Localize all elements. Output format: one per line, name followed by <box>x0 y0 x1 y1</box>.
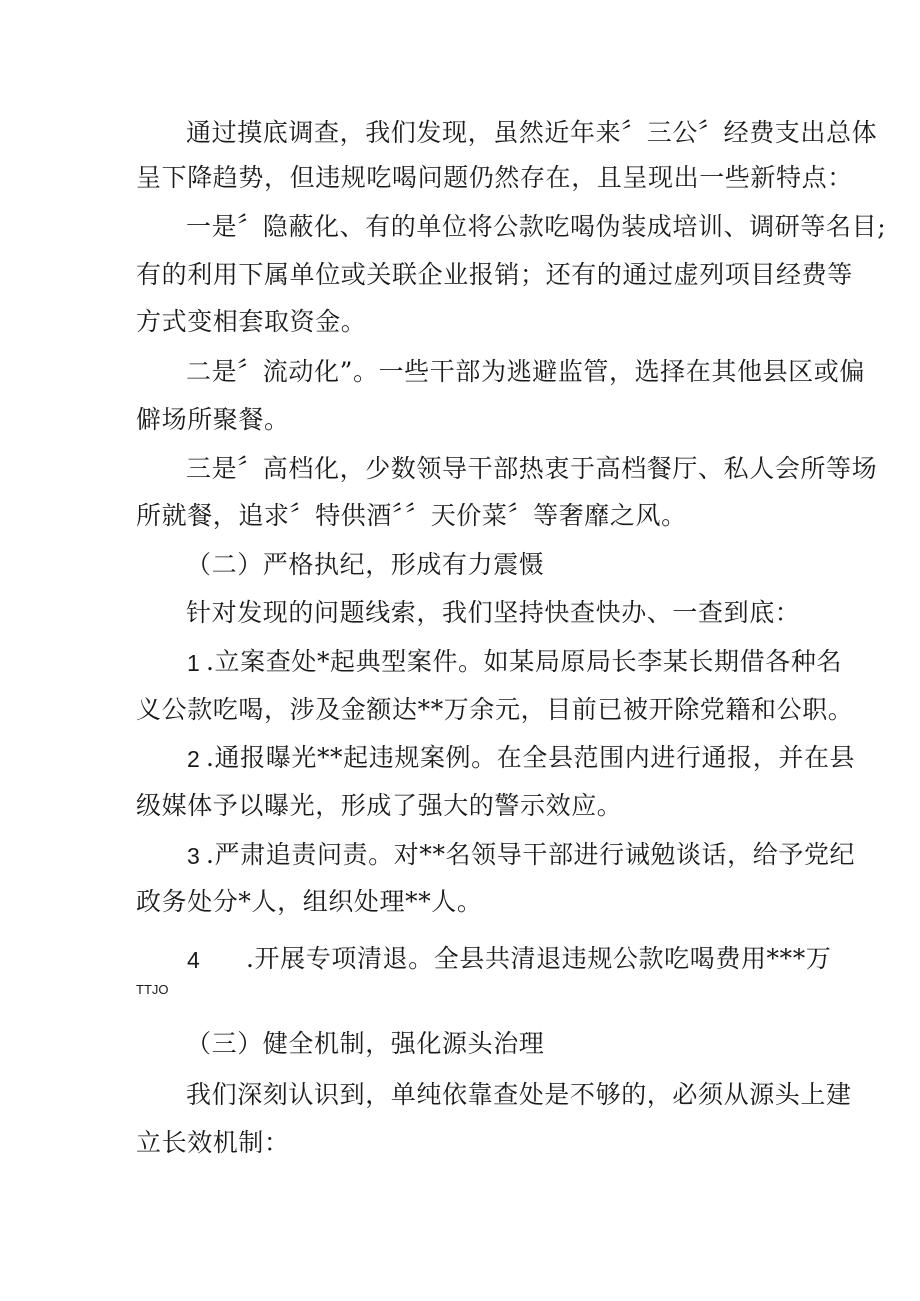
list-number: 3 <box>187 843 201 869</box>
list-item-line: TTJO <box>136 982 169 997</box>
list-number: 2 <box>187 746 201 772</box>
paragraph-line: 二是〞流动化”。一些干部为逃避监管，选择在其他县区或偏 <box>186 357 865 386</box>
list-item-line: 级媒体予以曝光，形成了强大的警示效应。 <box>136 791 623 820</box>
paragraph-line: 有的利用下属单位或关联企业报销；还有的通过虚列项目经费等 <box>136 260 853 289</box>
paragraph-line: 我们深刻认识到，单纯依靠查处是不够的，必须从源头上建 <box>186 1080 852 1109</box>
list-number: 1 <box>187 650 201 676</box>
paragraph-line: 一是〞隐蔽化、有的单位将公款吃喝伪装成培训、调研等名目; <box>186 212 887 241</box>
section-heading: （二）严格执纪，形成有力震慑 <box>186 550 545 579</box>
paragraph-line: 方式变相套取资金。 <box>136 307 367 336</box>
list-item-line: .严肃追责问责。对**名领导干部进行诫勉谈话，给予党纪 <box>206 840 856 869</box>
list-item-line: 义公款吃喝，涉及金额达**万余元，目前已被开除党籍和公职。 <box>136 695 854 724</box>
paragraph-line: 通过摸底调查，我们发现，虽然近年来〞三公〞经费支出总体 <box>186 118 878 147</box>
paragraph-line: 呈下降趋势，但违规吃喝问题仍然存在，且呈现出一些新特点： <box>136 163 853 192</box>
paragraph-line: 僻场所聚餐。 <box>136 405 290 434</box>
list-item-line: 政务处分*人，组织处理**人。 <box>136 887 483 916</box>
list-number: 4 <box>187 947 201 973</box>
paragraph-line: 三是〞高档化，少数领导干部热衷于高档餐厅、私人会所等场 <box>186 454 878 483</box>
paragraph-line: 所就餐，追求〞特供酒〞〞天价菜〞等奢靡之风。 <box>136 501 687 530</box>
list-item-line: .立案查处*起典型案件。如某局原局长李某长期借各种名 <box>206 647 843 676</box>
list-item-line: .开展专项清退。全县共清退违规公款吃喝费用***万 <box>246 944 832 973</box>
list-item-line: .通报曝光**起违规案例。在全县范围内进行通报，并在县 <box>206 743 856 772</box>
paragraph-line: 针对发现的问题线索，我们坚持快查快办、一查到底： <box>186 598 801 627</box>
section-heading: （三）健全机制，强化源头治理 <box>186 1029 545 1058</box>
paragraph-line: 立长效机制： <box>136 1128 290 1157</box>
